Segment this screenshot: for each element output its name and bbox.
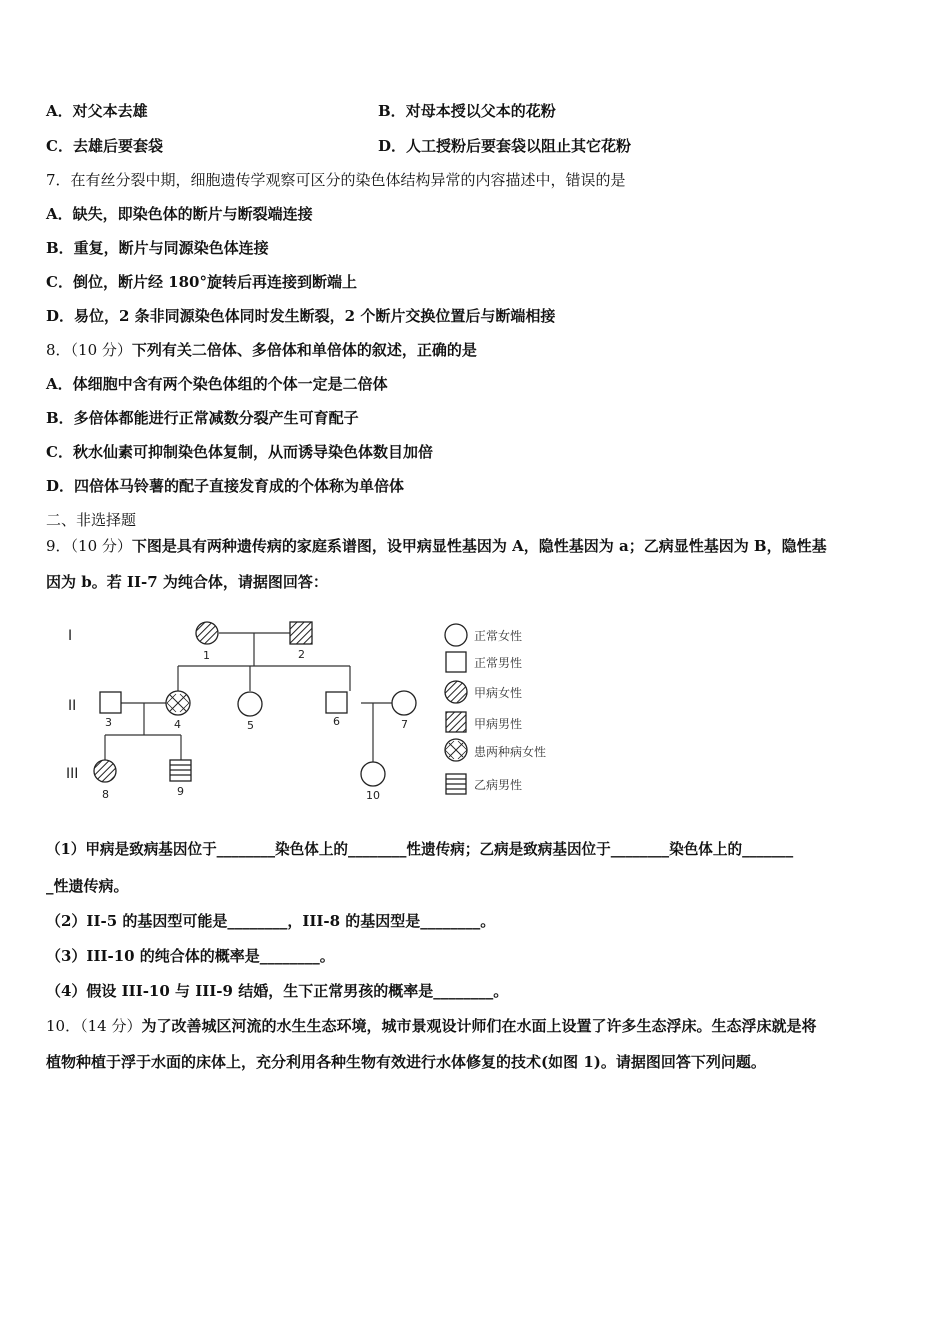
q9-sub3: （3）III-10 的纯合体的概率是________。	[46, 947, 335, 965]
option-label: C．	[46, 137, 73, 155]
q6-option-b	[378, 101, 556, 121]
id-4: 4	[174, 718, 181, 731]
legend-normal-male: 正常男性	[474, 656, 523, 670]
individual-II-7	[392, 691, 416, 715]
individual-II-6	[326, 692, 347, 713]
section-heading: 二、非选择题	[46, 511, 137, 529]
pedigree-legend	[445, 624, 546, 794]
option-label: D．	[378, 137, 407, 155]
id-1: 1	[203, 649, 210, 662]
q6-option-d	[378, 136, 631, 156]
individual-II-5	[238, 692, 262, 716]
q9-sub2: （2）II-5 的基因型可能是________，III-8 的基因型是________。	[46, 912, 496, 930]
option-text: 去雄后要套袋	[72, 137, 163, 155]
q9-number: 9．（10 分）	[46, 537, 132, 555]
q8-option-b: B．多倍体都能进行正常减数分裂产生可育配子	[46, 409, 359, 427]
id-8: 8	[102, 788, 109, 801]
id-7: 7	[401, 718, 408, 731]
q7-option-a: A．缺失，即染色体的断片与断裂端连接	[46, 205, 313, 223]
id-5: 5	[247, 719, 254, 732]
individual-III-9	[170, 760, 191, 781]
q8-option-c: C．秋水仙素可抑制染色体复制，从而诱导染色体数目加倍	[46, 443, 433, 461]
q9-stem-line1	[46, 536, 827, 556]
q8-stem: 下列有关二倍体、多倍体和单倍体的叙述，正确的是	[131, 341, 477, 359]
legend-normal-female: 正常女性	[474, 629, 523, 643]
pedigree-figure	[60, 618, 620, 808]
option-text: 人工授粉后要套袋以阻止其它花粉	[406, 137, 632, 155]
individual-III-10	[361, 762, 385, 786]
option-label: B．	[378, 102, 406, 120]
q10-stem-line2: 植物种植于浮于水面的床体上，充分利用各种生物有效进行水体修复的技术(如图 1)。请据图回答下列问题。	[46, 1053, 766, 1071]
option-text: 对父本去雄	[72, 102, 148, 120]
individual-III-8	[94, 760, 116, 782]
q9-stem-line2: 因为 b。若 II-7 为纯合体，请据图回答：	[46, 573, 328, 591]
q10-stem-line1	[46, 1016, 816, 1036]
q10-number: 10．（14 分）	[46, 1017, 142, 1035]
option-label: A．	[46, 102, 73, 120]
q9-sub1-line2: _性遗传病。	[46, 877, 129, 895]
individual-I-1	[196, 622, 218, 644]
generation-label-III: III	[66, 766, 79, 782]
q9-sub1-line1: （1）甲病是致病基因位于________染色体上的________性遗传病；乙病是致病基因位于________染色体上的_______	[46, 841, 794, 858]
q7-option-b: B．重复，断片与同源染色体连接	[46, 239, 269, 257]
individual-II-4	[166, 691, 190, 715]
legend-yi-male: 乙病男性	[474, 778, 523, 792]
id-2: 2	[298, 648, 305, 661]
q9-stem-1: 下图是具有两种遗传病的家庭系谱图，设甲病显性基因为 A，隐性基因为 a；乙病显性基因为 B，隐性基	[131, 537, 827, 555]
individual-I-2	[290, 622, 312, 644]
option-text: 对母本授以父本的花粉	[405, 102, 556, 120]
q10-stem-1: 为了改善城区河流的水生生态环境，城市景观设计师们在水面上设置了许多生态浮床。生态浮床就是将	[141, 1017, 817, 1035]
id-9: 9	[177, 785, 184, 798]
generation-label-II: II	[68, 698, 77, 714]
q7-option-c: C．倒位，断片经 180°旋转后再连接到断端上	[46, 273, 357, 291]
q6-option-c	[46, 136, 163, 156]
legend-jia-male: 甲病男性	[474, 717, 523, 731]
q7-option-d: D．易位，2 条非同源染色体同时发生断裂，2 个断片交换位置后与断端相接	[46, 307, 556, 325]
q7-stem: 7．在有丝分裂中期，细胞遗传学观察可区分的染色体结构异常的内容描述中，错误的是	[46, 171, 626, 189]
q6-option-a	[46, 101, 148, 121]
q8-number: 8．（10 分）	[46, 341, 132, 359]
id-3: 3	[105, 716, 112, 729]
q9-sub4: （4）假设 III-10 与 III-9 结婚，生下正常男孩的概率是________。	[46, 982, 509, 1000]
id-6: 6	[333, 715, 340, 728]
q8-stem-line	[46, 340, 477, 360]
q8-option-a: A．体细胞中含有两个染色体组的个体一定是二倍体	[46, 375, 388, 393]
id-10: 10	[366, 789, 380, 802]
legend-both-female: 患两种病女性	[474, 745, 547, 759]
generation-label-I: I	[68, 628, 73, 644]
legend-jia-female: 甲病女性	[474, 686, 523, 700]
q8-option-d: D．四倍体马铃薯的配子直接发育成的个体称为单倍体	[46, 477, 405, 495]
individual-II-3	[100, 692, 121, 713]
